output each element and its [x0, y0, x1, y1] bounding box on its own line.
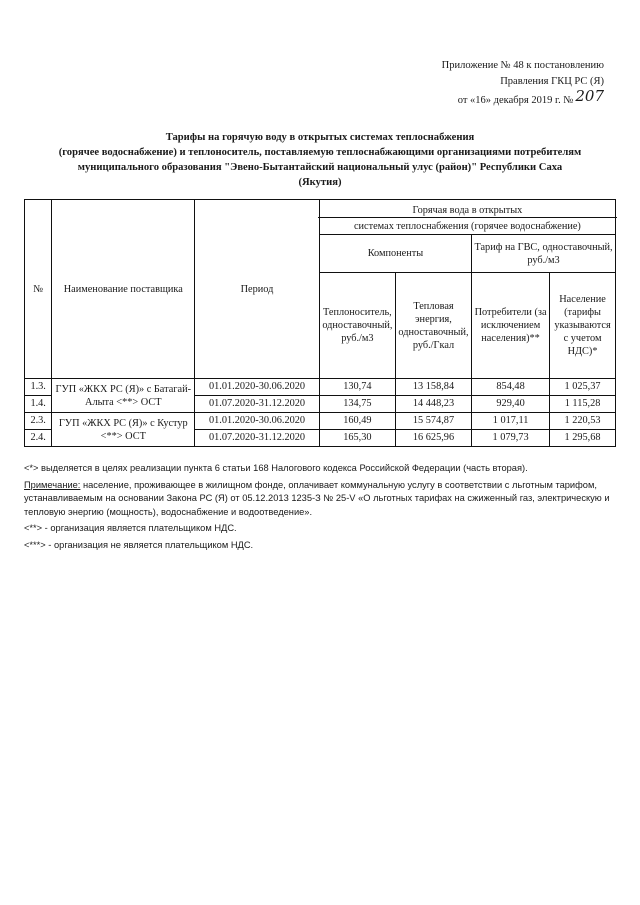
row-heat: 13 158,84: [395, 379, 471, 396]
row-coolant: 160,49: [319, 413, 395, 430]
row-population: 1 295,68: [550, 430, 616, 447]
row-consumers: 1 079,73: [472, 430, 550, 447]
title-line-2: (горячее водоснабжение) и теплоноситель, поставляемую теплоснабжающими организациями потребителям: [58, 147, 582, 158]
header-tariff: Тариф на ГВС, одноставочный, руб./м3: [472, 235, 616, 273]
footnote-vat-payer: <**> - организация является плательщиком НДС.: [24, 523, 237, 533]
remark-text: население, проживающее в жилищном фонде, оплачивает коммунальную услугу в соответствии с льготным тарифом, устанавливаемым на основании Закона РС (Я) от 05.12.2013 1235-З № 25-V «О льготных тарифах на сжиженный газ, электрическую и тепловую энергию (мощность), водоснабжение и водоотведение».: [24, 479, 610, 517]
row-coolant: 134,75: [319, 396, 395, 413]
row-consumers: 929,40: [472, 396, 550, 413]
row-no: 1.3.: [25, 379, 52, 396]
handwritten-number: 207: [575, 87, 604, 105]
appendix-line-2: Правления ГКЦ РС (Я): [500, 76, 604, 87]
row-supplier: ГУП «ЖКХ РС (Я)» с Кустур <**> ОСТ: [52, 413, 195, 447]
header-heat-energy: Тепловая энергия, одноставочный, руб./Гкал: [395, 273, 471, 379]
appendix-line-1: Приложение № 48 к постановлению: [441, 60, 604, 71]
row-period: 01.01.2020-30.06.2020: [195, 413, 320, 430]
row-period: 01.07.2020-31.12.2020: [195, 430, 320, 447]
header-hot-water-line-1: Горячая вода в открытых: [412, 205, 523, 216]
header-no: №: [25, 200, 52, 379]
row-period: 01.07.2020-31.12.2020: [195, 396, 320, 413]
header-hot-water: [319, 200, 615, 235]
footnote-vat: <*> выделяется в целях реализации пункта 6 статьи 168 Налогового кодекса Российской Федерации (часть вторая).: [24, 463, 528, 473]
remark-label: Примечание:: [24, 479, 81, 490]
title-line-1: Тарифы на горячую воду в открытых системах теплоснабжения: [165, 132, 475, 143]
row-consumers: 1 017,11: [472, 413, 550, 430]
header-supplier: Наименование поставщика: [52, 200, 195, 379]
title-line-3: муниципального образования "Эвено-Бытантайский национальный улус (район)" Республики Саха: [77, 162, 563, 173]
row-heat: 14 448,23: [395, 396, 471, 413]
header-period: Период: [195, 200, 320, 379]
row-population: 1 025,37: [550, 379, 616, 396]
row-heat: 16 625,96: [395, 430, 471, 447]
row-heat: 15 574,87: [395, 413, 471, 430]
table-row: [25, 413, 616, 430]
appendix-line-3: [364, 87, 604, 109]
header-consumers: Потребители (за исключением населения)**: [472, 273, 550, 379]
row-population: 1 220,53: [550, 413, 616, 430]
tariff-table: [24, 199, 616, 447]
row-coolant: 165,30: [319, 430, 395, 447]
footnote-not-vat-payer: <***> - организация не является плательщиком НДС.: [24, 539, 254, 550]
document-title: [24, 130, 616, 190]
row-population: 1 115,28: [550, 396, 616, 413]
row-coolant: 130,74: [319, 379, 395, 396]
row-period: 01.01.2020-30.06.2020: [195, 379, 320, 396]
row-supplier: ГУП «ЖКХ РС (Я)» с Батагай-Алыта <**> ОСТ: [52, 379, 195, 413]
header-coolant: Теплоноситель, одноставочный, руб./м3: [319, 273, 395, 379]
row-consumers: 854,48: [472, 379, 550, 396]
header-population: Население (тарифы указываются с учетом НДС)*: [550, 273, 616, 379]
footnotes: [24, 462, 616, 555]
footnote-remark: [24, 479, 616, 520]
appendix-date: от «16» декабря 2019 г. №: [457, 95, 574, 106]
title-line-4: (Якутия): [298, 177, 342, 188]
table-row: [25, 379, 616, 396]
appendix-header: [364, 58, 604, 109]
header-components: Компоненты: [319, 235, 471, 273]
header-hot-water-line-2: системах теплоснабжения (горячее водоснабжение): [318, 217, 617, 234]
row-no: 2.3.: [25, 413, 52, 430]
row-no: 1.4.: [25, 396, 52, 413]
row-no: 2.4.: [25, 430, 52, 447]
